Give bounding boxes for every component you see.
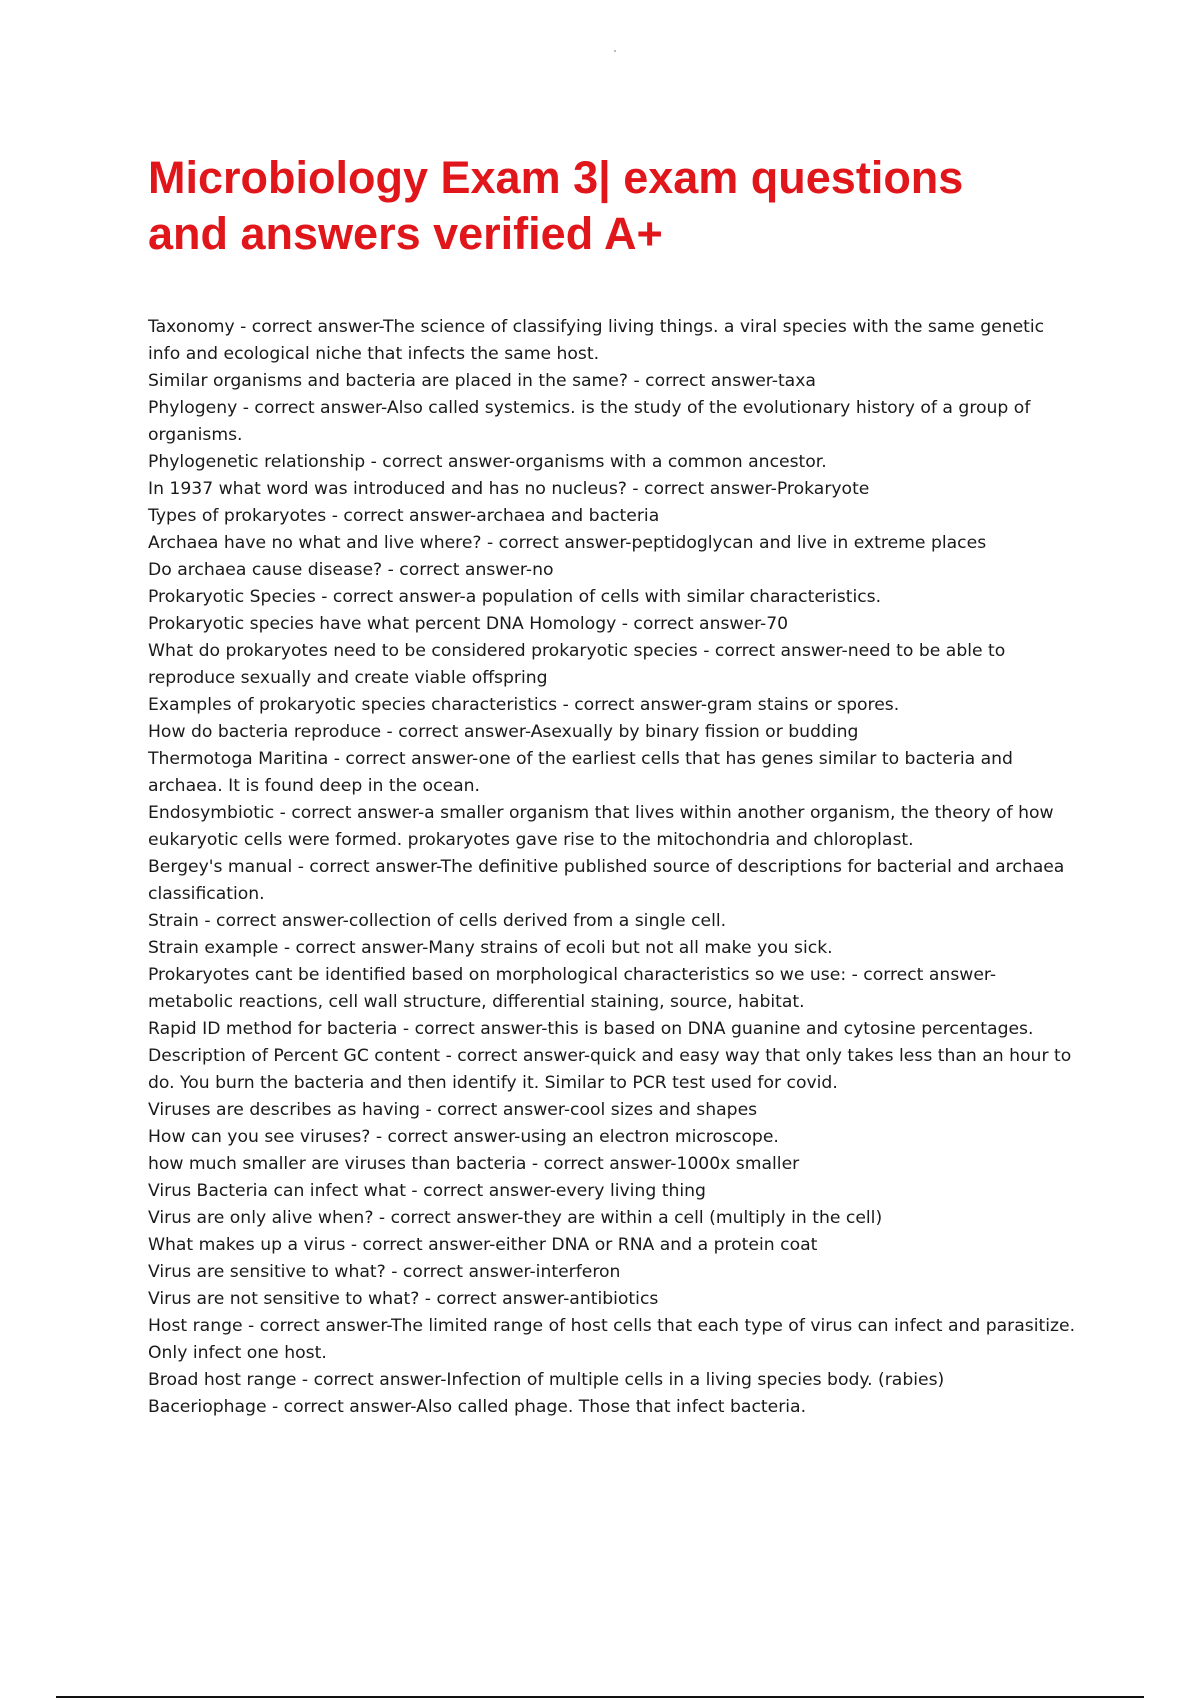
qa-item: how much smaller are viruses than bacteria - correct answer-1000x smaller xyxy=(148,1154,800,1174)
qa-item: Virus Bacteria can infect what - correct answer-every living thing xyxy=(148,1181,706,1201)
qa-item: Baceriophage - correct answer-Also called phage. Those that infect bacteria. xyxy=(148,1397,807,1417)
qa-item: Types of prokaryotes - correct answer-archaea and bacteria xyxy=(148,506,660,526)
qa-item: Virus are not sensitive to what? - correct answer-antibiotics xyxy=(148,1289,659,1309)
qa-item: Phylogeny - correct answer-Also called systemics. is the study of the evolutionary history of a group of organisms. xyxy=(148,398,1031,445)
qa-item: Archaea have no what and live where? - correct answer-peptidoglycan and live in extreme places xyxy=(148,533,987,553)
qa-item: Virus are only alive when? - correct answer-they are within a cell (multiply in the cell) xyxy=(148,1208,883,1228)
title-line-2: and answers verified A+ xyxy=(148,208,663,259)
qa-item: How do bacteria reproduce - correct answer-Asexually by binary fission or budding xyxy=(148,722,859,742)
qa-item: Strain - correct answer-collection of cells derived from a single cell. xyxy=(148,911,727,931)
qa-item: Bergey's manual - correct answer-The definitive published source of descriptions for bacterial and archaea classification. xyxy=(148,857,1065,904)
qa-item: Endosymbiotic - correct answer-a smaller organism that lives within another organism, the theory of how eukaryotic cells were formed. prokaryotes gave rise to the mitochondria and chloroplast. xyxy=(148,803,1054,850)
qa-item: Broad host range - correct answer-Infection of multiple cells in a living species body. (rabies) xyxy=(148,1370,945,1390)
qa-item: Rapid ID method for bacteria - correct answer-this is based on DNA guanine and cytosine percentages. xyxy=(148,1019,1034,1039)
qa-item: Description of Percent GC content - correct answer-quick and easy way that only takes less than an hour to do. You burn the bacteria and then identify it. Similar to PCR test used for covid. xyxy=(148,1046,1072,1093)
qa-item: Do archaea cause disease? - correct answer-no xyxy=(148,560,554,580)
qa-item: Thermotoga Maritina - correct answer-one of the earliest cells that has genes similar to bacteria and archaea. It is found deep in the ocean. xyxy=(148,749,1013,796)
title-line-1: Microbiology Exam 3| exam questions xyxy=(148,152,964,203)
qa-item: Taxonomy - correct answer-The science of classifying living things. a viral species with the same genetic info and ecological niche that infects the same host. xyxy=(148,317,1045,364)
document-title xyxy=(148,150,1068,262)
qa-item: Examples of prokaryotic species characteristics - correct answer-gram stains or spores. xyxy=(148,695,900,715)
bottom-divider xyxy=(56,1696,1144,1698)
qa-item: Prokaryotes cant be identified based on morphological characteristics so we use: - correct answer-metabolic reactions, cell wall structure, differential staining, source, habitat. xyxy=(148,965,997,1012)
qa-item: In 1937 what word was introduced and has no nucleus? - correct answer-Prokaryote xyxy=(148,479,870,499)
qa-item: Host range - correct answer-The limited range of host cells that each type of virus can infect and parasitize. Only infect one host. xyxy=(148,1316,1076,1363)
qa-item: Phylogenetic relationship - correct answer-organisms with a common ancestor. xyxy=(148,452,827,472)
qa-item: How can you see viruses? - correct answer-using an electron microscope. xyxy=(148,1127,779,1147)
qa-list xyxy=(148,314,1078,1421)
qa-item: What do prokaryotes need to be considered prokaryotic species - correct answer-need to be able to reproduce sexually and create viable offspring xyxy=(148,641,1006,688)
qa-item: Prokaryotic species have what percent DNA Homology - correct answer-70 xyxy=(148,614,789,634)
qa-item: Virus are sensitive to what? - correct answer-interferon xyxy=(148,1262,621,1282)
qa-item: Similar organisms and bacteria are placed in the same? - correct answer-taxa xyxy=(148,371,816,391)
qa-item: Strain example - correct answer-Many strains of ecoli but not all make you sick. xyxy=(148,938,833,958)
qa-item: Viruses are describes as having - correct answer-cool sizes and shapes xyxy=(148,1100,758,1120)
qa-item: What makes up a virus - correct answer-either DNA or RNA and a protein coat xyxy=(148,1235,818,1255)
scan-speck xyxy=(614,50,616,52)
qa-item: Prokaryotic Species - correct answer-a population of cells with similar characteristics. xyxy=(148,587,882,607)
